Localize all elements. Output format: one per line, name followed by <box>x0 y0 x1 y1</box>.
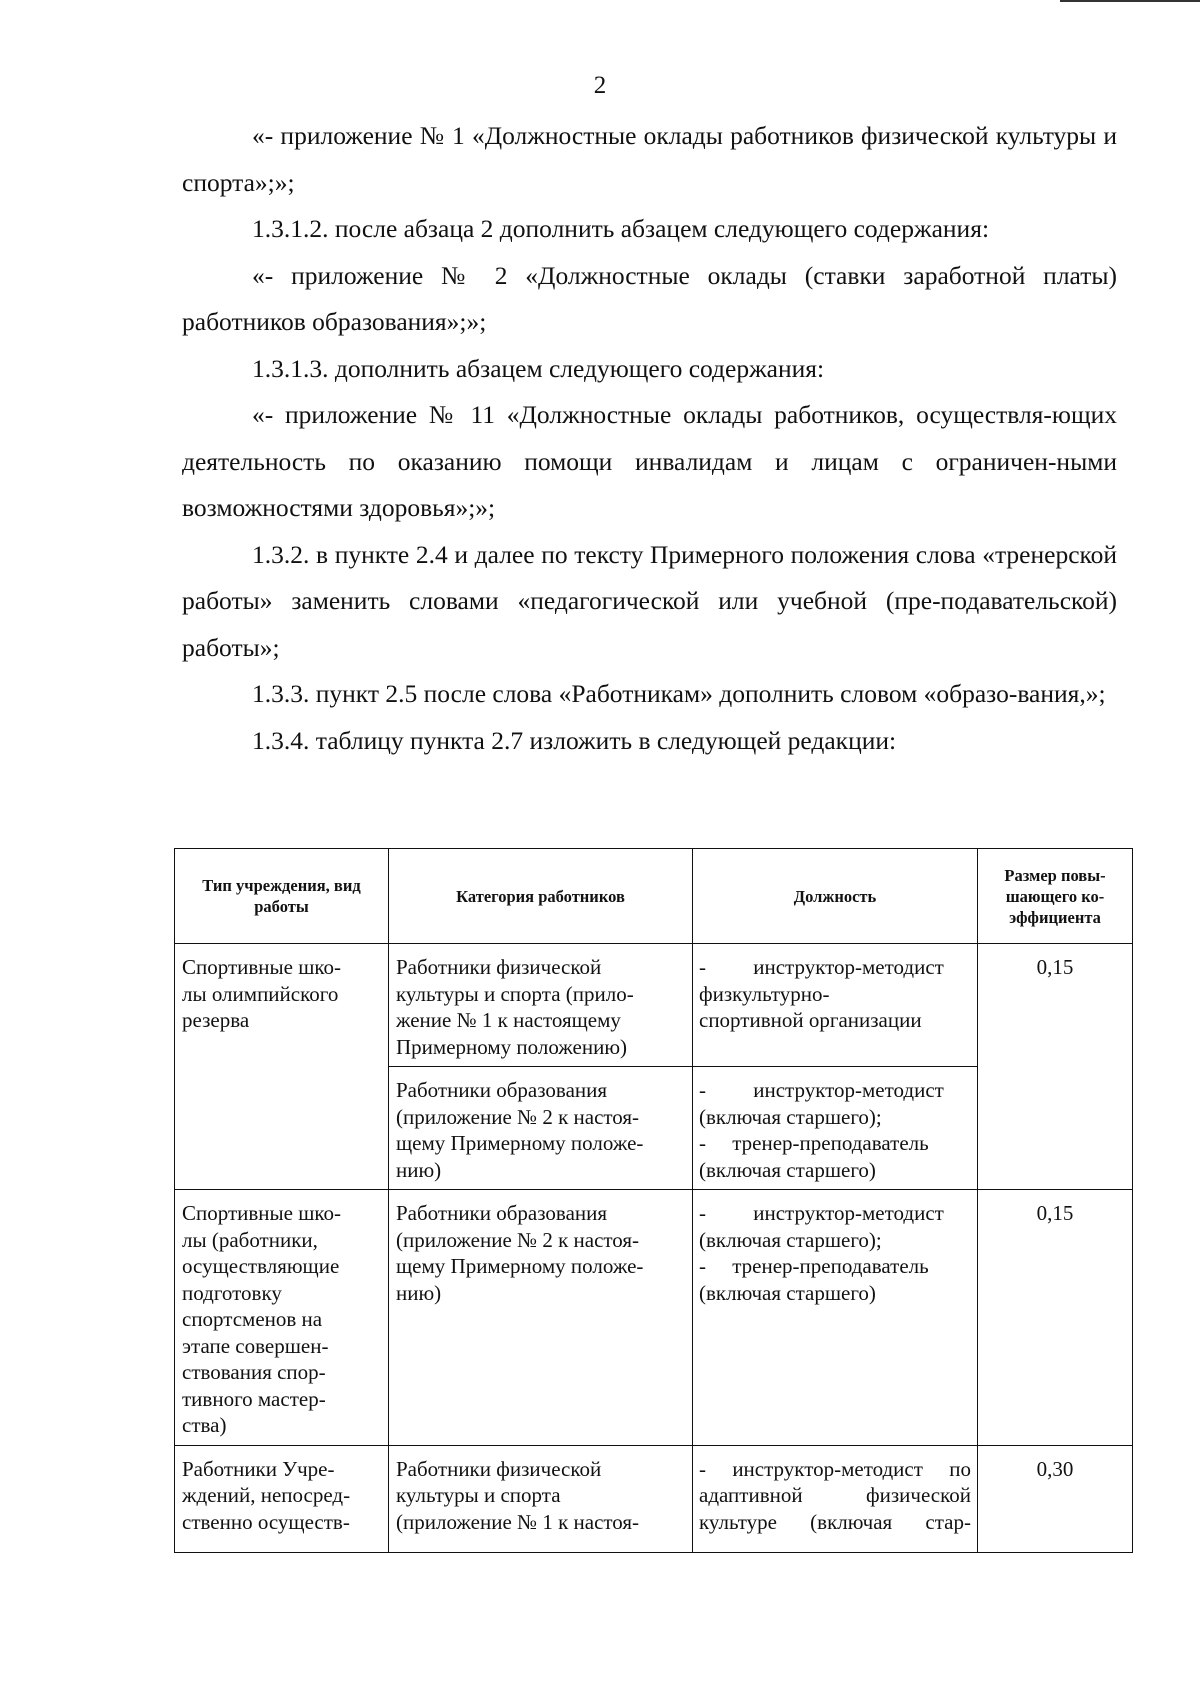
cell-position <box>693 1067 978 1190</box>
cell-line: (приложение № 1 к настоя- <box>396 1509 640 1534</box>
cell-position <box>693 944 978 1067</box>
paragraph: 1.3.2. в пункте 2.4 и далее по тексту Примерного положения слова «тренерской работы» заменить словами «педагогической или учебной (пре-подавательской) работы»; <box>182 539 1117 662</box>
cell-line: Спортивные шко- <box>182 955 342 979</box>
cell-line: лы (работники, <box>182 1227 318 1252</box>
cell-line: Работники образования <box>396 1201 608 1225</box>
cell-category <box>389 1067 693 1190</box>
cell-line: ствования спор- <box>182 1360 326 1384</box>
cell-line: Работники Учре- <box>182 1456 335 1481</box>
paragraph: «- приложение № 2 «Должностные оклады (ставки заработной платы) работников образования»;»; <box>182 260 1117 336</box>
cell-line: Работники физической <box>396 955 602 979</box>
table-row <box>175 1445 1133 1552</box>
paragraph: «- приложение № 11 «Должностные оклады работников, осуществля-ющих деятельность по оказанию помощи инвалидам и лицам с ограничен-ными возможностями здоровья»;»; <box>182 400 1117 522</box>
cell-line: физкультурно- <box>699 981 830 1006</box>
coefficient-table <box>174 848 1133 1553</box>
document-body <box>182 113 1117 764</box>
cell-type <box>175 1445 389 1552</box>
cell-line: резерва <box>182 1008 250 1032</box>
paragraph: 1.3.1.2. после абзаца 2 дополнить абзацем следующего содержания: <box>252 214 990 243</box>
cell-line: (приложение № 2 к настоя- <box>396 1104 640 1129</box>
table-row <box>175 1190 1133 1446</box>
cell-coefficient: 0,30 <box>978 1445 1133 1552</box>
cell-line: Спортивные шко- <box>182 1201 342 1225</box>
paragraph: «- приложение № 1 «Должностные оклады работников физической культуры и спорта»;»; <box>182 121 1117 197</box>
cell-line: лы олимпийского <box>182 981 339 1006</box>
cell-line: - тренер-преподаватель <box>699 1254 929 1278</box>
cell-coefficient: 0,15 <box>978 1190 1133 1446</box>
cell-line: культуре (включая стар- <box>699 1509 971 1534</box>
cell-line: осуществляющие <box>182 1254 340 1278</box>
table-header-row <box>175 849 1133 944</box>
cell-line: ственно осуществ- <box>182 1509 350 1534</box>
cell-line: щему Примерному положе- <box>396 1131 644 1155</box>
cell-line: (включая старшего) <box>699 1280 876 1305</box>
cell-position <box>693 1190 978 1446</box>
cell-line: (приложение № 2 к настоя- <box>396 1227 640 1252</box>
cell-line: (включая старшего); <box>699 1104 882 1129</box>
cell-line: - инструктор-методист по <box>699 1456 971 1481</box>
cell-line: спортсменов на <box>182 1307 323 1331</box>
cell-line: жение № 1 к настоящему <box>396 1008 621 1032</box>
cell-line: - инструктор-методист <box>699 955 944 979</box>
cell-category <box>389 1190 693 1446</box>
header-coefficient: Размер повы-шающего ко-эффициента <box>978 849 1133 944</box>
cell-line: этапе совершен- <box>182 1333 329 1358</box>
cell-type <box>175 944 389 1190</box>
cell-line: (включая старшего) <box>699 1157 876 1182</box>
cell-line: - инструктор-методист <box>699 1201 944 1225</box>
scan-edge-line <box>1060 0 1200 2</box>
table-row <box>175 944 1133 1067</box>
cell-line: нию) <box>396 1280 442 1305</box>
cell-line: Работники образования <box>396 1078 608 1102</box>
cell-line: подготовку <box>182 1280 282 1305</box>
cell-line: - тренер-преподаватель <box>699 1131 929 1155</box>
cell-line: ждений, непосред- <box>182 1483 351 1507</box>
header-type: Тип учреждения, вид работы <box>175 849 389 944</box>
cell-category <box>389 1445 693 1552</box>
cell-position <box>693 1445 978 1552</box>
cell-line: ства) <box>182 1413 227 1437</box>
cell-coefficient: 0,15 <box>978 944 1133 1190</box>
paragraph: 1.3.4. таблицу пункта 2.7 изложить в следующей редакции: <box>252 725 897 755</box>
header-position: Должность <box>693 849 978 944</box>
header-category: Категория работников <box>389 849 693 944</box>
cell-line: тивного мастер- <box>182 1386 326 1411</box>
cell-line: спортивной организации <box>699 1008 922 1032</box>
paragraph: 1.3.1.3. дополнить абзацем следующего содержания: <box>252 353 825 383</box>
cell-line: адаптивной физической <box>699 1483 971 1507</box>
cell-line: нию) <box>396 1157 442 1182</box>
cell-line: щему Примерному положе- <box>396 1254 644 1278</box>
cell-line: культуры и спорта <box>396 1483 561 1507</box>
cell-line: культуры и спорта (прило- <box>396 981 634 1006</box>
cell-line: Работники физической <box>396 1456 602 1481</box>
cell-category <box>389 944 693 1067</box>
cell-type <box>175 1190 389 1446</box>
page-number: 2 <box>593 72 607 99</box>
cell-line: Примерному положению) <box>396 1034 628 1059</box>
cell-line: (включая старшего); <box>699 1227 882 1252</box>
cell-line: - инструктор-методист <box>699 1078 944 1102</box>
paragraph: 1.3.3. пункт 2.5 после слова «Работникам» дополнить словом «образо-вания,»; <box>252 679 1106 708</box>
